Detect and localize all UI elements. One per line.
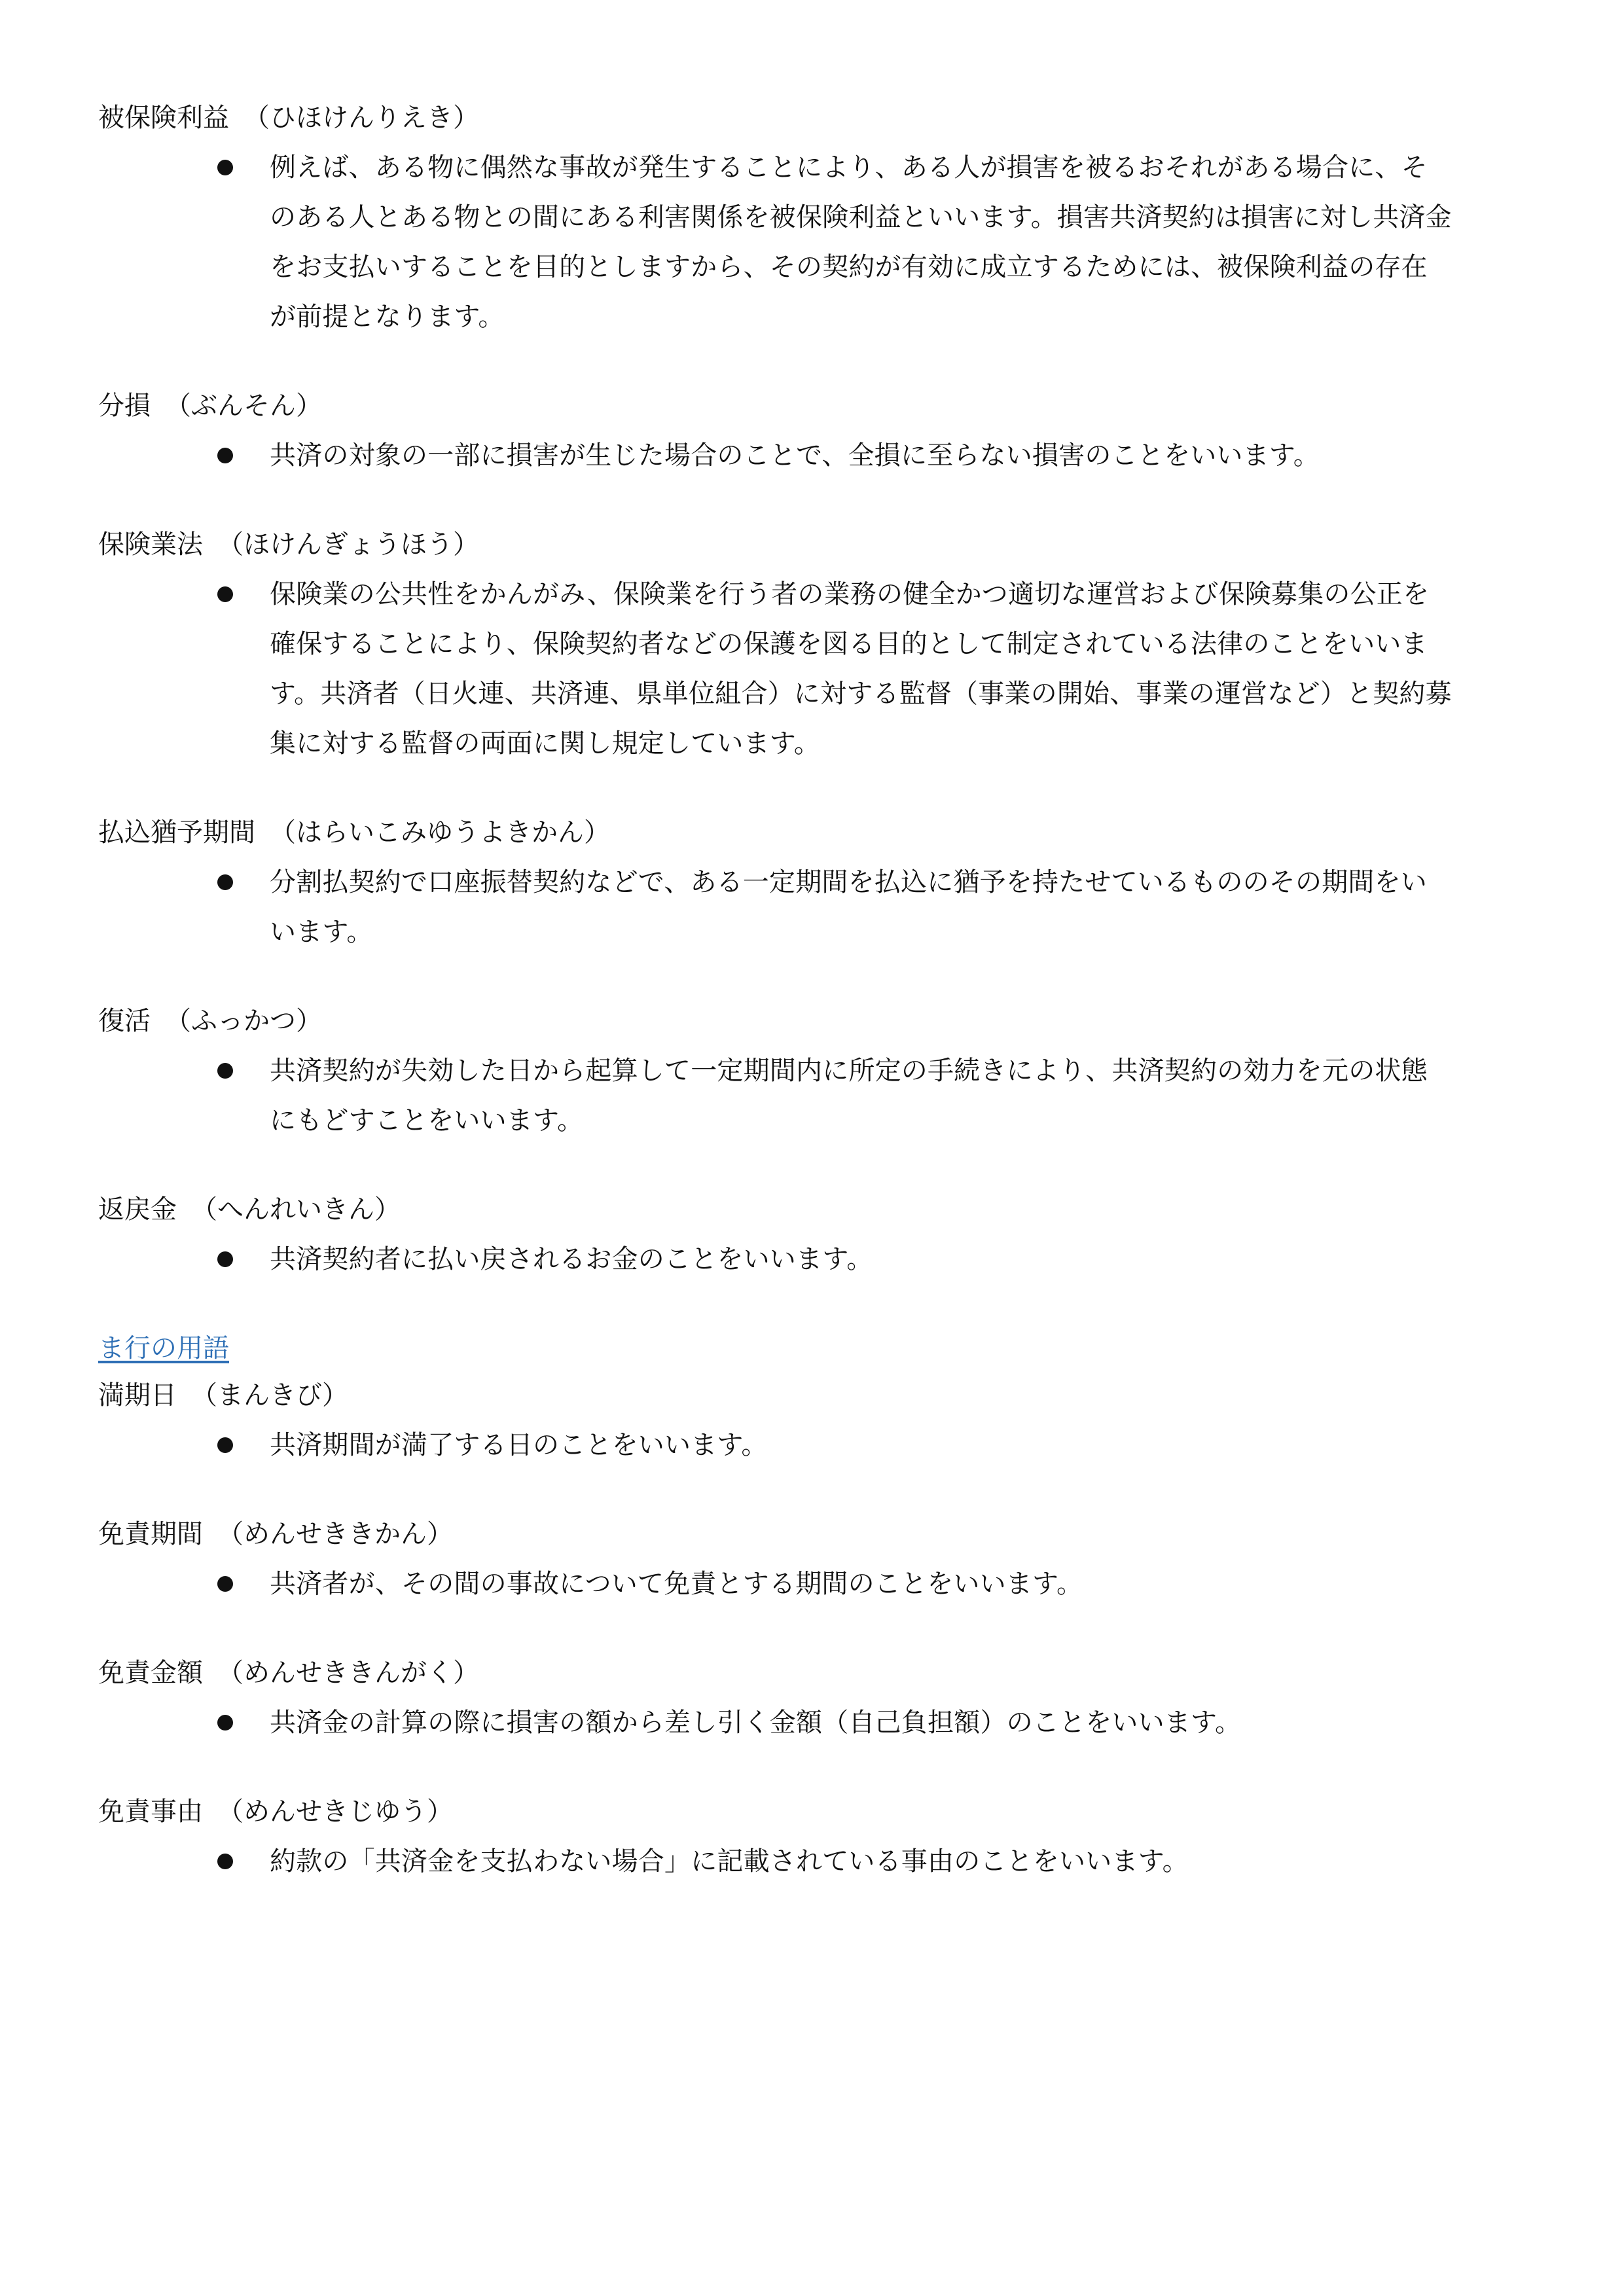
definition-text: 共済契約が失効した日から起算して一定期間内に所定の手続きにより、共済契約の効力を元の状態にもどすことをいいます。: [270, 1056, 1428, 1136]
definition-text: 分割払契約で口座振替契約などで、ある一定期間を払込に猶予を持たせているもののその期間をいいます。: [270, 867, 1427, 947]
term-heading: [98, 99, 1532, 136]
glossary-entry: [98, 814, 1532, 957]
definition-text: 共済契約者に払い戻されるお金のことをいいます。: [270, 1244, 873, 1274]
term-name: 満期日: [98, 1380, 177, 1410]
term-heading: [98, 387, 1532, 424]
term-heading: [98, 1793, 1532, 1830]
term-heading: [98, 1003, 1532, 1039]
glossary-entry: [98, 1003, 1532, 1145]
bullet-icon: [217, 1063, 233, 1079]
term-reading: （ひほけんりえき）: [244, 103, 479, 133]
term-reading: （ぶんそん）: [165, 391, 322, 421]
term-definition: [98, 857, 1453, 957]
bullet-icon: [217, 1854, 233, 1869]
glossary-entry: [98, 99, 1532, 342]
bullet-icon: [217, 1576, 233, 1592]
glossary-entry: [98, 1516, 1532, 1609]
term-heading: [98, 1516, 1532, 1552]
term-definition: [98, 569, 1453, 768]
term-definition: [98, 1837, 1453, 1886]
definition-text: 共済者が、その間の事故について免責とする期間のことをいいます。: [270, 1569, 1083, 1599]
term-reading: （へんれいきん）: [191, 1194, 401, 1225]
bullet-icon: [217, 448, 233, 463]
definition-text: 例えば、ある物に偶然な事故が発生することにより、ある人が損害を被るおそれがある場合に、そのある人とある物との間にある利害関係を被保険利益といいます。損害共済契約は損害に対し共済金をお支払いすることを目的としますから、その契約が有効に成立するためには、被保険利益の存在が前提となります。: [270, 152, 1452, 332]
term-reading: （はらいこみゆうよきかん）: [270, 817, 610, 848]
term-name: 保険業法: [98, 529, 203, 560]
glossary-entry: [98, 1191, 1532, 1284]
term-heading: [98, 1655, 1532, 1691]
glossary-content: [98, 99, 1532, 1932]
term-reading: （めんせききんがく）: [217, 1658, 479, 1688]
term-reading: （めんせきじゆう）: [217, 1797, 453, 1827]
definition-text: 共済の対象の一部に損害が生じた場合のことで、全損に至らない損害のことをいいます。: [270, 440, 1320, 471]
term-heading: [98, 814, 1532, 851]
term-definition: [98, 1559, 1453, 1609]
term-heading: [98, 1191, 1532, 1228]
term-heading: [98, 1377, 1532, 1414]
term-definition: [98, 1420, 1453, 1470]
term-name: 免責金額: [98, 1658, 203, 1688]
term-reading: （まんきび）: [191, 1380, 348, 1410]
bullet-icon: [217, 874, 233, 890]
glossary-entry: [98, 1793, 1532, 1886]
definition-text: 保険業の公共性をかんがみ、保険業を行う者の業務の健全かつ適切な運営および保険募集の公正を確保することにより、保険契約者などの保護を図る目的として制定されている法律のことをいいます。共済者（日火連、共済連、県単位組合）に対する監督（事業の開始、事業の運営など）と契約募集に対する監督の両面に関し規定しています。: [270, 579, 1452, 759]
term-reading: （ほけんぎょうほう）: [217, 529, 479, 560]
term-reading: （めんせききかん）: [217, 1519, 453, 1549]
term-definition: [98, 1234, 1453, 1284]
definition-text: 共済期間が満了する日のことをいいます。: [270, 1430, 768, 1460]
bullet-icon: [217, 1251, 233, 1267]
term-name: 分損: [98, 391, 151, 421]
term-heading: [98, 526, 1532, 563]
glossary-entry: [98, 387, 1532, 480]
term-reading: （ふっかつ）: [165, 1006, 322, 1036]
bullet-icon: [217, 586, 233, 602]
term-definition: [98, 1698, 1453, 1748]
term-name: 払込猶予期間: [98, 817, 255, 848]
term-name: 復活: [98, 1006, 151, 1036]
term-name: 返戻金: [98, 1194, 177, 1225]
bullet-icon: [217, 1437, 233, 1453]
term-name: 免責事由: [98, 1797, 203, 1827]
term-name: 免責期間: [98, 1519, 203, 1549]
glossary-entry: [98, 1377, 1532, 1470]
term-definition: [98, 143, 1453, 342]
glossary-entry: [98, 526, 1532, 768]
term-definition: [98, 431, 1453, 480]
term-definition: [98, 1046, 1453, 1145]
definition-text: 共済金の計算の際に損害の額から差し引く金額（自己負担額）のことをいいます。: [270, 1708, 1242, 1738]
bullet-icon: [217, 160, 233, 175]
glossary-entry: [98, 1655, 1532, 1748]
term-name: 被保険利益: [98, 103, 229, 133]
bullet-icon: [217, 1715, 233, 1731]
definition-text: 約款の「共済金を支払わない場合」に記載されている事由のことをいいます。: [270, 1846, 1189, 1876]
section-link-ma-row[interactable]: ま行の用語: [98, 1333, 229, 1363]
